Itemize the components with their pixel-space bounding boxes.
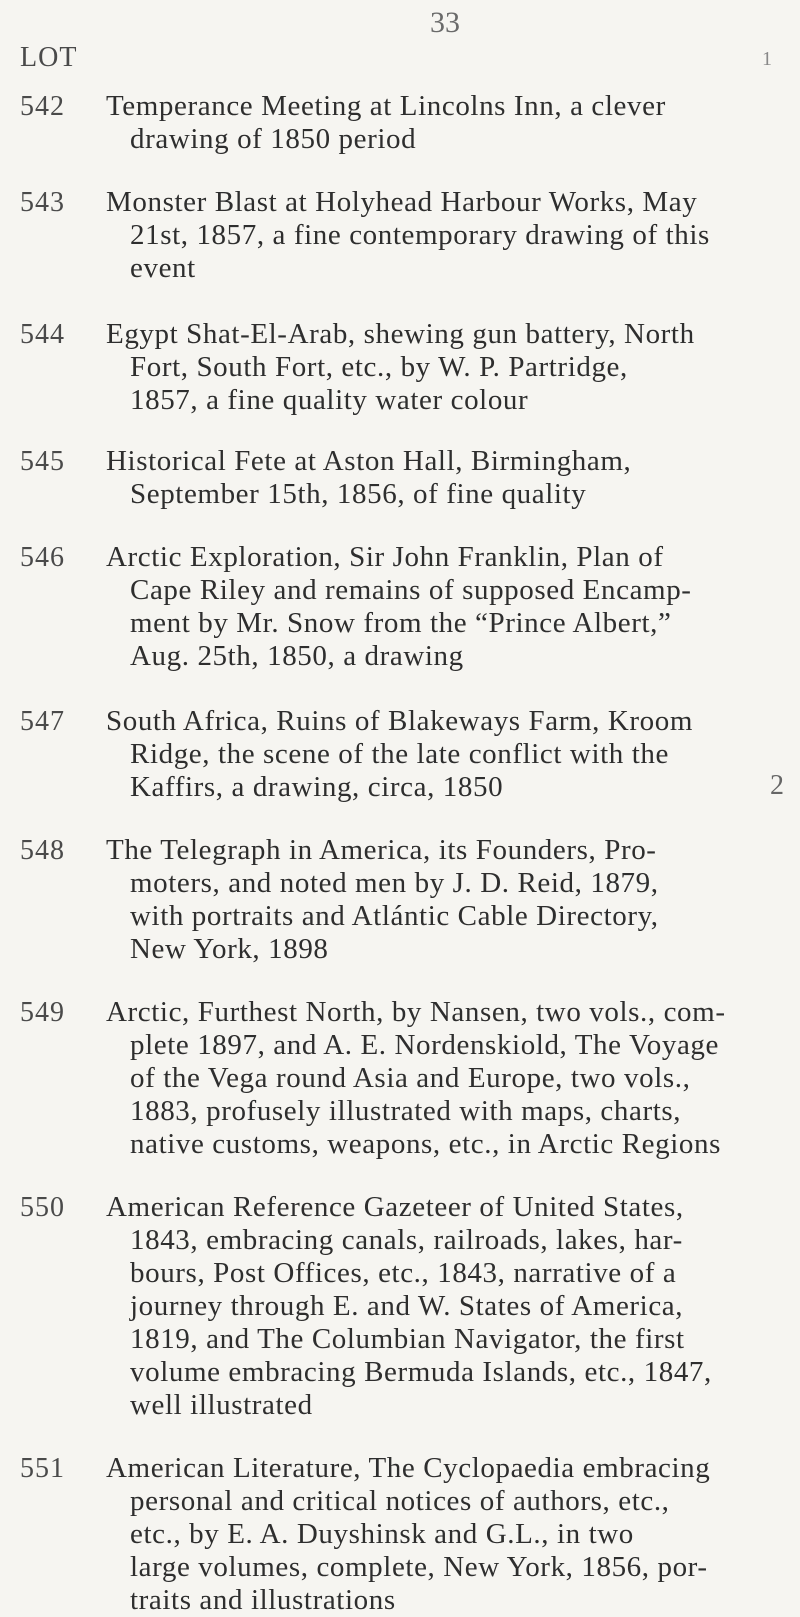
description-line: 1857, a fine quality water colour [130, 384, 529, 416]
lot-number: 544 [20, 319, 65, 350]
lot-number: 543 [20, 187, 65, 218]
description-line: plete 1897, and A. E. Nordenskiold, The Voyage [130, 1029, 719, 1061]
description-line: 1819, and The Columbian Navigator, the first [130, 1323, 685, 1355]
description-line: 21st, 1857, a fine contemporary drawing of this [130, 219, 710, 251]
lot-number: 551 [20, 1453, 65, 1484]
lot-entry [20, 834, 780, 966]
lot-description [106, 834, 766, 966]
description-line: 1883, profusely illustrated with maps, charts, [130, 1095, 682, 1127]
lot-description [106, 541, 766, 673]
description-line: volume embracing Bermuda Islands, etc., 1847, [130, 1356, 712, 1388]
lot-number: 546 [20, 542, 65, 573]
description-line: South Africa, Ruins of Blakeways Farm, Kroom [106, 705, 694, 737]
description-line: with portraits and Atlántic Cable Directory, [130, 900, 659, 932]
description-line: New York, 1898 [130, 933, 329, 965]
description-line: moters, and noted men by J. D. Reid, 1879, [130, 867, 659, 899]
description-line: ment by Mr. Snow from the “Prince Albert,” [130, 607, 672, 639]
lot-entry [20, 1452, 780, 1617]
lot-description [106, 445, 766, 511]
description-line: Monster Blast at Holyhead Harbour Works, May [106, 186, 698, 218]
margin-mark-top: 1 [762, 48, 772, 70]
lot-entry [20, 705, 780, 804]
description-line: Kaffirs, a drawing, circa, 1850 [130, 771, 504, 803]
lot-column-header: LOT [20, 42, 78, 73]
description-line: 1843, embracing canals, railroads, lakes, har- [130, 1224, 683, 1256]
description-line: of the Vega round Asia and Europe, two vols., [130, 1062, 691, 1094]
lot-number: 545 [20, 446, 65, 477]
description-line: event [130, 252, 196, 284]
description-line: journey through E. and W. States of America, [130, 1290, 684, 1322]
description-line: Arctic, Furthest North, by Nansen, two vols., com- [106, 996, 726, 1028]
description-line: September 15th, 1856, of fine quality [130, 478, 587, 510]
description-line: The Telegraph in America, its Founders, Pro- [106, 834, 657, 866]
lot-description [106, 705, 766, 804]
lot-description [106, 1452, 766, 1617]
lot-entry [20, 996, 780, 1161]
lot-number: 548 [20, 835, 65, 866]
lot-entry [20, 186, 780, 285]
description-line: Temperance Meeting at Lincolns Inn, a clever [106, 90, 666, 122]
description-line: American Literature, The Cyclopaedia embracing [106, 1452, 711, 1484]
description-line: large volumes, complete, New York, 1856, por- [130, 1551, 708, 1583]
description-line: personal and critical notices of authors, etc., [130, 1485, 670, 1517]
lot-description [106, 186, 766, 285]
description-line: drawing of 1850 period [130, 123, 417, 155]
lot-entry [20, 445, 780, 511]
description-line: Ridge, the scene of the late conflict with the [130, 738, 669, 770]
lot-entry [20, 90, 780, 156]
lot-number: 550 [20, 1192, 65, 1223]
description-line: American Reference Gazeteer of United States, [106, 1191, 684, 1223]
description-line: well illustrated [130, 1389, 313, 1421]
description-line: Cape Riley and remains of supposed Encamp- [130, 574, 692, 606]
margin-mark-side: 2 [770, 770, 784, 801]
lot-number: 549 [20, 997, 65, 1028]
lot-description [106, 318, 766, 417]
description-line: bours, Post Offices, etc., 1843, narrative of a [130, 1257, 677, 1289]
lot-entry [20, 318, 780, 417]
lot-entry [20, 1191, 780, 1422]
lot-description [106, 90, 766, 156]
description-line: Historical Fete at Aston Hall, Birmingham, [106, 445, 632, 477]
description-line: native customs, weapons, etc., in Arctic Regions [130, 1128, 721, 1160]
lot-description [106, 1191, 766, 1422]
description-line: Fort, South Fort, etc., by W. P. Partridge, [130, 351, 628, 383]
description-line: etc., by E. A. Duyshinsk and G.L., in two [130, 1518, 634, 1550]
description-line: Arctic Exploration, Sir John Franklin, Plan of [106, 541, 664, 573]
description-line: Egypt Shat-El-Arab, shewing gun battery, North [106, 318, 695, 350]
description-line: Aug. 25th, 1850, a drawing [130, 640, 464, 672]
lot-number: 547 [20, 706, 65, 737]
lot-list [20, 90, 780, 1617]
page-number: 33 [430, 6, 460, 39]
lot-number: 542 [20, 91, 65, 122]
lot-description [106, 996, 766, 1161]
description-line: traits and illustrations [130, 1584, 396, 1616]
lot-entry [20, 541, 780, 673]
